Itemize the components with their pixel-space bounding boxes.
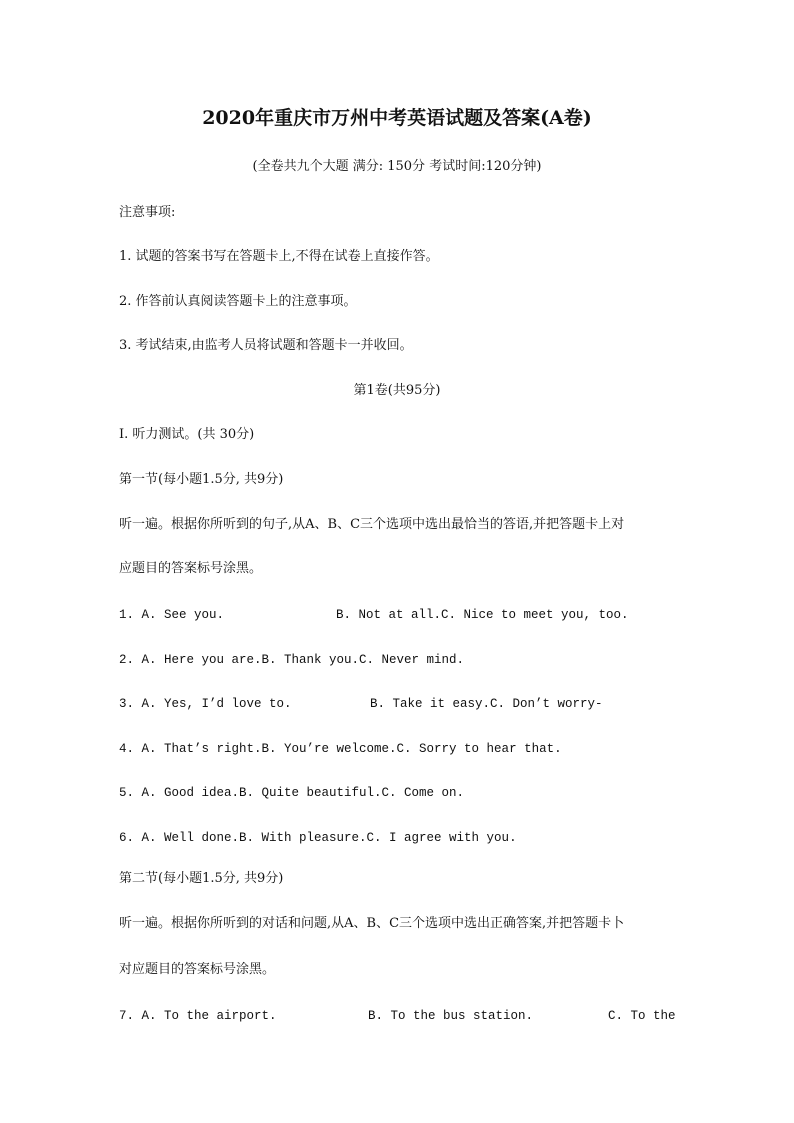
part-1-instruction-line1: 听一遍。根据你所听到的句子,从A、B、C三个选项中选出最恰当的答语,并把答题卡上对 [119,517,625,532]
question-2-options: 2. A. Here you are.B. Thank you.C. Never mind. [119,653,465,667]
page-title: 2020年重庆市万州中考英语试题及答案(A卷) [202,107,592,129]
question-5-options: 5. A. Good idea.B. Quite beautiful.C. Come on. [119,786,465,800]
part-2-instruction-line1: 听一遍。根据你所听到的对话和问题,从A、B、C三个选项中选出正确答案,并把答题卡卜 [119,916,625,931]
notice-heading: 注意事项: [119,205,176,220]
question-7-option-c: C. To the [608,1009,676,1023]
part-1-instruction-line2: 应题目的答案标号涂黑。 [119,561,263,576]
question-6-options: 6. A. Well done.B. With pleasure.C. I agree with you. [119,831,517,845]
question-1-option-a: 1. A. See you. [119,608,225,622]
question-3-option-a: 3. A. Yes, I’d love to. [119,697,292,711]
exam-subtitle: (全卷共九个大题 满分: 150分 考试时间:120分钟) [252,159,542,174]
volume-heading: 第1卷(共95分) [353,383,441,398]
notice-item-2: 2. 作答前认真阅读答题卡上的注意事项。 [119,294,357,309]
notice-item-3: 3. 考试结束,由监考人员将试题和答题卡一并收回。 [119,338,413,353]
question-4-options: 4. A. That’s right.B. You’re welcome.C. Sorry to hear that. [119,742,562,756]
part-1-heading: 第一节(每小题1.5分, 共9分) [119,472,284,487]
question-3-options-bc: B. Take it easy.C. Don’t worry- [370,697,603,711]
part-2-instruction-line2: 对应题目的答案标号涂黑。 [119,962,276,977]
part-2-heading: 第二节(每小题1.5分, 共9分) [119,871,284,886]
question-1-options-bc: B. Not at all.C. Nice to meet you, too. [336,608,629,622]
question-7-option-b: B. To the bus station. [368,1009,534,1023]
notice-item-1: 1. 试题的答案书写在答题卡上,不得在试卷上直接作答。 [119,249,439,264]
question-7-option-a: 7. A. To the airport. [119,1009,277,1023]
section-1-heading: I. 听力测试。(共 30分) [119,427,255,442]
